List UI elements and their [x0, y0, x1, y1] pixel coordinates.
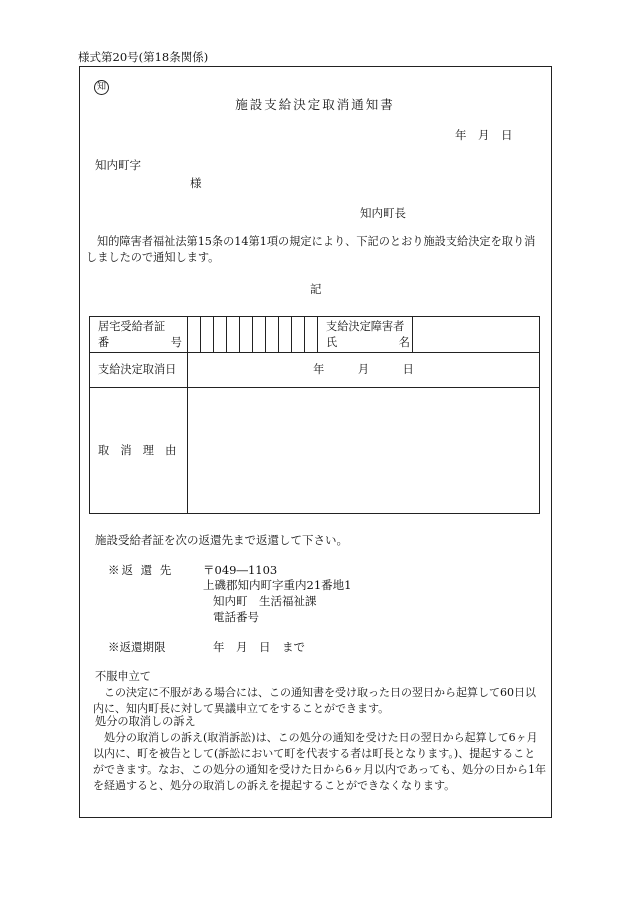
- objection-heading: 不服申立て: [95, 670, 151, 683]
- person-name-label: 支給決定障害者 氏 名: [318, 317, 413, 353]
- seal-mark: 知: [94, 80, 109, 95]
- return-address-line: 上磯郡知内町字重内21番地1: [203, 578, 352, 592]
- certificate-digit-box: [266, 317, 279, 353]
- revocation-date-value: 年 月 日: [188, 353, 540, 388]
- certificate-digit-box: [214, 317, 227, 353]
- issue-date: 年 月 日: [455, 128, 513, 142]
- revocation-reason-label: 取 消 理 由: [90, 388, 188, 514]
- return-deadline-value: 年 月 日 まで: [213, 640, 305, 654]
- return-deadline-label: ※返還期限: [108, 640, 166, 654]
- notice-body: 知的障害者福祉法第15条の14第1項の規定により、下記のとおり施設支給決定を取り消しましたので通知します。: [86, 235, 536, 265]
- certificate-digit-box: [292, 317, 305, 353]
- return-department: 知内町 生活福祉課: [213, 594, 317, 608]
- ki-heading: 記: [310, 282, 322, 296]
- sender: 知内町長: [360, 206, 406, 220]
- certificate-number-label: 居宅受給者証 番 号: [90, 317, 188, 353]
- postal-code: 〒049―1103: [203, 563, 278, 577]
- certificate-digit-box: [201, 317, 214, 353]
- form-number-label: 様式第20号(第18条関係): [78, 50, 209, 64]
- objection-text: この決定に不服がある場合には、この通知書を受け取った日の翌日から起算して60日以内に、知内町長に対して異議申立てをすることができます。: [93, 686, 536, 715]
- table-row: [90, 388, 540, 514]
- document-title: 施設支給決定取消通知書: [235, 97, 395, 112]
- certificate-digit-box: [253, 317, 266, 353]
- certificate-digit-box: [188, 317, 201, 353]
- lawsuit-heading: 処分の取消しの訴え: [95, 715, 196, 728]
- addressee: 知内町字: [95, 158, 141, 172]
- return-phone-label: 電話番号: [213, 610, 259, 624]
- person-name-value: [413, 317, 540, 353]
- return-to-label: ※返 還 先: [108, 563, 174, 577]
- certificate-digit-box: [240, 317, 253, 353]
- table-row: [90, 317, 540, 353]
- details-table: [89, 316, 540, 514]
- revocation-date-label: 支給決定取消日: [90, 353, 188, 388]
- certificate-digit-box: [227, 317, 240, 353]
- certificate-digit-box: [279, 317, 292, 353]
- table-row: [90, 353, 540, 388]
- revocation-reason-value: [188, 388, 540, 514]
- lawsuit-text: 処分の取消しの訴え(取消訴訟)は、この処分の通知を受けた日の翌日から起算して6ヶ月以内に、町を被告として(訴訟において町を代表する者は町長となります。)、提起することができます。なお、この処分の通知を受けた日から6ヶ月以内であっても、処分の日から1年を経過すると、処分の取消しの訴えを提起することができなくなります。: [93, 731, 547, 792]
- return-instruction: 施設受給者証を次の返還先まで返還して下さい。: [95, 533, 348, 547]
- certificate-digit-box: [305, 317, 318, 353]
- honorific: 様: [190, 176, 202, 190]
